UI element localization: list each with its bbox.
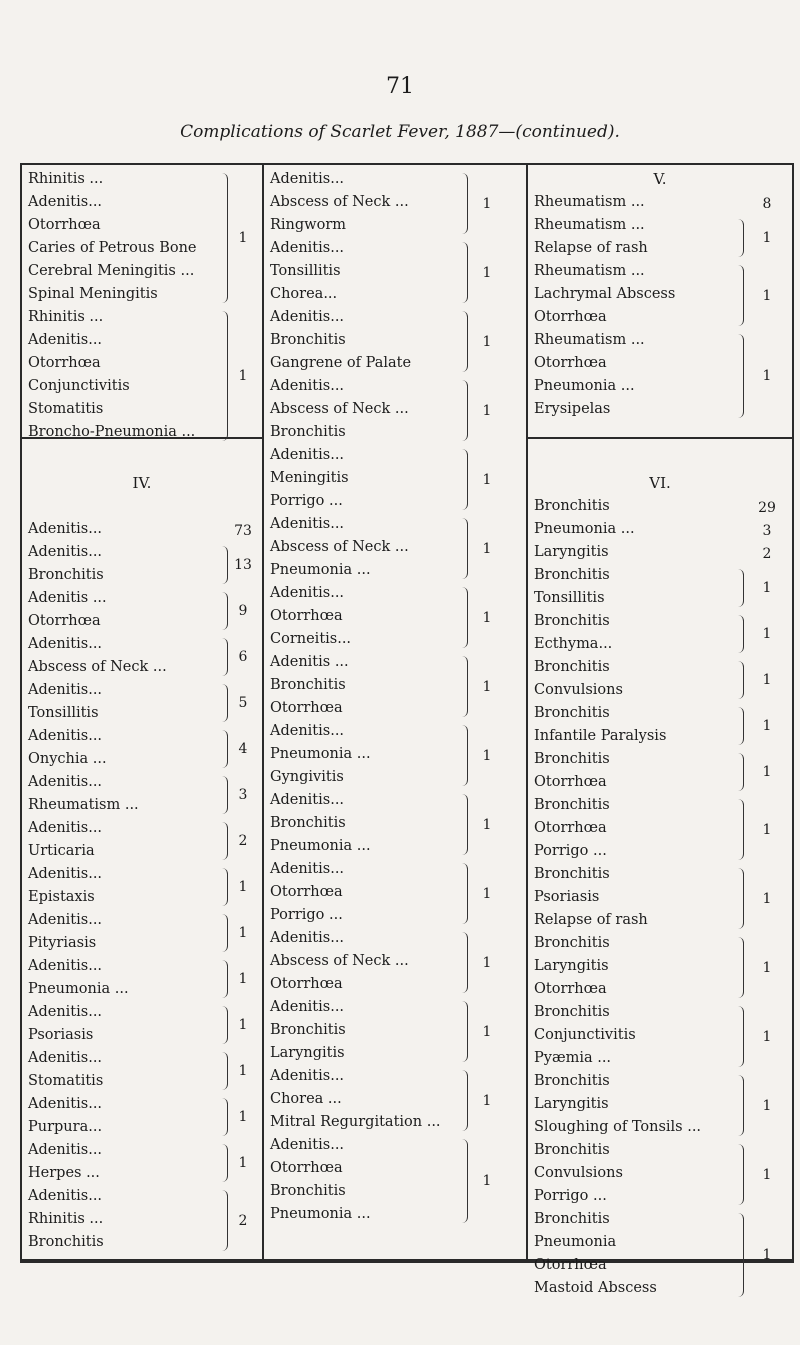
col3-v-count: 1 bbox=[762, 230, 772, 246]
col3-vi-brace bbox=[738, 1213, 744, 1297]
col2-item: Abscess of Neck ... bbox=[270, 401, 409, 417]
col3-v-item: Otorrhœa bbox=[534, 355, 607, 371]
col2-item: Chorea ... bbox=[270, 1091, 342, 1107]
col2-brace bbox=[462, 1070, 468, 1131]
col2-count: 1 bbox=[482, 471, 492, 488]
col2-brace bbox=[462, 242, 468, 303]
col3-v-item: Otorrhœa bbox=[534, 309, 607, 325]
col1-iv-item: Adenitis... bbox=[28, 1096, 103, 1112]
col2-item: Abscess of Neck ... bbox=[270, 953, 409, 969]
col3-vi-item: Bronchitis bbox=[534, 1004, 610, 1020]
col3-vi-item: Convulsions bbox=[534, 1165, 623, 1181]
col2-item: Adenitis... bbox=[270, 1137, 345, 1153]
col2-brace bbox=[462, 794, 468, 855]
col2-item: Ringworm bbox=[270, 217, 346, 233]
col3-vi-item: Bronchitis bbox=[534, 935, 610, 951]
col2-brace bbox=[462, 932, 468, 993]
col1-upper-item: Adenitis... bbox=[28, 194, 103, 210]
col1-iv-item: Adenitis... bbox=[28, 544, 103, 560]
col2-item: Adenitis... bbox=[270, 447, 345, 463]
col2-brace bbox=[462, 311, 468, 372]
col3-v-item: Rheumatism ... bbox=[534, 194, 645, 210]
col3-vi-item: Otorrhœa bbox=[534, 1257, 607, 1273]
col3-vi-count: 1 bbox=[762, 672, 772, 688]
col3-vi-item: Ecthyma... bbox=[534, 636, 613, 652]
col1-iv-item: Adenitis... bbox=[28, 866, 103, 882]
col3-vi-count: 1 bbox=[762, 718, 772, 734]
col1-iv-brace bbox=[222, 592, 228, 630]
col3-vi-item: Pneumonia bbox=[534, 1234, 617, 1250]
col3-vi-item: Relapse of rash bbox=[534, 912, 648, 928]
col1-iv-item: Herpes ... bbox=[28, 1165, 100, 1181]
col1-iv-count: 9 bbox=[238, 603, 248, 619]
col1-iv-item: Adenitis... bbox=[28, 912, 103, 928]
col3-vi-item: Mastoid Abscess bbox=[534, 1280, 657, 1296]
col3-vi-count: 1 bbox=[762, 890, 772, 907]
col1-upper-item: Spinal Meningitis bbox=[28, 286, 158, 302]
col2-item: Porrigo ... bbox=[270, 493, 343, 509]
col1-iv-brace bbox=[222, 1006, 228, 1044]
col2-item: Gangrene of Palate bbox=[270, 355, 412, 371]
col2-brace bbox=[462, 518, 468, 579]
col1-iv-item: Epistaxis bbox=[28, 889, 95, 905]
col3-v-item: Lachrymal Abscess bbox=[534, 286, 676, 302]
section-heading-iv: IV. bbox=[132, 474, 152, 492]
col1-iv-item: Adenitis... bbox=[28, 820, 103, 836]
col2-item: Bronchitis bbox=[270, 1183, 346, 1199]
col1-iv-item: Pneumonia ... bbox=[28, 981, 129, 997]
col1-upper-brace bbox=[222, 173, 228, 303]
col1-iv-brace bbox=[222, 730, 228, 768]
col1-iv-item: Otorrhœa bbox=[28, 613, 101, 629]
complications-table bbox=[20, 163, 794, 1296]
col2-item: Otorrhœa bbox=[270, 608, 343, 624]
col2-brace bbox=[462, 1001, 468, 1062]
col1-iv-count: 1 bbox=[238, 1017, 248, 1033]
col3-vi-item: Bronchitis bbox=[534, 659, 610, 675]
col3-vi-item: Laryngitis bbox=[534, 958, 609, 974]
col1-iv-count: 1 bbox=[238, 879, 248, 895]
col1-upper-item: Conjunctivitis bbox=[28, 378, 130, 394]
col3-v-item: Relapse of rash bbox=[534, 240, 648, 256]
col2-item: Bronchitis bbox=[270, 815, 346, 831]
col2-item: Pneumonia ... bbox=[270, 562, 371, 578]
col1-iv-brace bbox=[222, 546, 228, 584]
col3-vi-item: Porrigo ... bbox=[534, 843, 607, 859]
col1-iv-count: 1 bbox=[238, 1063, 248, 1079]
col3-vi-brace bbox=[738, 1006, 744, 1067]
col2-brace bbox=[462, 1139, 468, 1223]
col2-item: Mitral Regurgitation ... bbox=[270, 1114, 441, 1130]
col2-count: 1 bbox=[482, 195, 492, 212]
col1-iv-item: Abscess of Neck ... bbox=[28, 659, 167, 675]
col2-item: Adenitis... bbox=[270, 309, 345, 325]
col1-upper-count: 1 bbox=[238, 230, 248, 246]
col1-iv-count: 1 bbox=[238, 971, 248, 987]
col1-iv-item: Bronchitis bbox=[28, 1234, 104, 1250]
col1-iv-item: Adenitis... bbox=[28, 636, 103, 652]
col1-iv-item: Adenitis... bbox=[28, 1004, 103, 1020]
col1-iv-brace bbox=[222, 638, 228, 676]
col2-item: Bronchitis bbox=[270, 677, 346, 693]
col2-count: 1 bbox=[482, 747, 492, 764]
col2-item: Meningitis bbox=[270, 470, 349, 486]
col3-vi-item: Bronchitis bbox=[534, 1073, 610, 1089]
col3-vi-brace bbox=[738, 707, 744, 745]
col1-iv-count: 5 bbox=[238, 695, 248, 711]
col1-iv-count: 6 bbox=[238, 649, 248, 665]
col2-item: Adenitis... bbox=[270, 171, 345, 187]
column-divider-2 bbox=[526, 165, 528, 1259]
col2-item: Adenitis... bbox=[270, 585, 345, 601]
col1-iv-brace bbox=[222, 960, 228, 998]
col1-upper-item: Cerebral Meningitis ... bbox=[28, 263, 195, 279]
col1-iv-item: Urticaria bbox=[28, 843, 95, 859]
col1-iv-item: Adenitis... bbox=[28, 1142, 103, 1158]
col1-iv-brace bbox=[222, 1190, 228, 1251]
col2-brace bbox=[462, 173, 468, 234]
col2-item: Adenitis... bbox=[270, 999, 345, 1015]
col1-upper-item: Caries of Petrous Bone bbox=[28, 240, 197, 256]
col3-v-item: Rheumatism ... bbox=[534, 263, 645, 279]
col1-iv-brace bbox=[222, 868, 228, 906]
col2-count: 1 bbox=[482, 402, 492, 419]
col3-vi-item: Pneumonia ... bbox=[534, 521, 635, 537]
col1-upper-item: Stomatitis bbox=[28, 401, 104, 417]
col2-count: 1 bbox=[482, 1173, 492, 1189]
col2-item: Pneumonia ... bbox=[270, 838, 371, 854]
col1-iv-count: 1 bbox=[238, 925, 248, 941]
col3-vi-item: Pyæmia ... bbox=[534, 1050, 612, 1066]
col1-iv-count: 1 bbox=[238, 1109, 248, 1125]
col2-count: 1 bbox=[482, 540, 492, 557]
section-heading-v: V. bbox=[653, 170, 667, 188]
col2-brace bbox=[462, 587, 468, 648]
col2-item: Otorrhœa bbox=[270, 976, 343, 992]
col2-item: Adenitis... bbox=[270, 1068, 345, 1084]
col1-iv-brace bbox=[222, 684, 228, 722]
col2-item: Abscess of Neck ... bbox=[270, 539, 409, 555]
col3-v-item: Erysipelas bbox=[534, 401, 611, 417]
col2-item: Tonsillitis bbox=[270, 263, 341, 279]
col2-item: Otorrhœa bbox=[270, 700, 343, 716]
col2-item: Otorrhœa bbox=[270, 884, 343, 900]
col2-item: Adenitis... bbox=[270, 861, 345, 877]
col2-item: Adenitis... bbox=[270, 723, 345, 739]
col3-vi-item: Bronchitis bbox=[534, 613, 610, 629]
col3-vi-item: Otorrhœa bbox=[534, 774, 607, 790]
col2-item: Adenitis... bbox=[270, 378, 345, 394]
col1-iv-item: Stomatitis bbox=[28, 1073, 104, 1089]
col3-vi-brace bbox=[738, 1075, 744, 1136]
col1-iv-brace bbox=[222, 822, 228, 860]
col2-item: Adenitis... bbox=[270, 516, 345, 532]
col1-iv-item: Adenitis... bbox=[28, 682, 103, 698]
col3-vi-item: Sloughing of Tonsils ... bbox=[534, 1119, 702, 1135]
col3-vi-count: 1 bbox=[762, 1247, 772, 1263]
section-heading-vi: VI. bbox=[649, 474, 671, 492]
col1-upper-item: Adenitis... bbox=[28, 332, 103, 348]
col3-vi-count: 29 bbox=[758, 499, 776, 516]
col3-vi-brace bbox=[738, 615, 744, 653]
col3-vi-count: 1 bbox=[762, 626, 772, 642]
col3-vi-item: Porrigo ... bbox=[534, 1188, 607, 1204]
col3-v-brace bbox=[738, 265, 744, 326]
col1-iv-count: 13 bbox=[234, 557, 252, 573]
page-title: Complications of Scarlet Fever, 1887—(continued). bbox=[180, 122, 620, 142]
col3-vi-count: 3 bbox=[762, 522, 772, 539]
col2-count: 1 bbox=[482, 954, 492, 971]
col3-vi-item: Bronchitis bbox=[534, 1142, 610, 1158]
col1-iv-item: Adenitis... bbox=[28, 728, 103, 744]
col3-vi-item: Otorrhœa bbox=[534, 820, 607, 836]
col1-iv-brace bbox=[222, 1052, 228, 1090]
col2-item: Pneumonia ... bbox=[270, 1206, 371, 1222]
col2-item: Bronchitis bbox=[270, 1022, 346, 1038]
col1-iv-item: Adenitis ... bbox=[28, 590, 107, 606]
col1-iv-item: Adenitis... bbox=[28, 521, 103, 537]
col1-iv-count: 2 bbox=[238, 1212, 248, 1229]
section-divider-vi bbox=[526, 437, 794, 439]
col2-count: 1 bbox=[482, 1092, 492, 1109]
col3-vi-item: Psoriasis bbox=[534, 889, 600, 905]
col2-item: Gyngivitis bbox=[270, 769, 344, 785]
col3-v-item: Rheumatism ... bbox=[534, 217, 645, 233]
col1-upper-item: Otorrhœa bbox=[28, 217, 101, 233]
col3-vi-brace bbox=[738, 661, 744, 699]
col2-brace bbox=[462, 449, 468, 510]
col2-item: Bronchitis bbox=[270, 424, 346, 440]
col3-vi-item: Bronchitis bbox=[534, 498, 610, 514]
col3-vi-item: Bronchitis bbox=[534, 797, 610, 813]
col2-brace bbox=[462, 725, 468, 786]
col1-iv-count: 2 bbox=[238, 833, 248, 849]
col1-iv-brace bbox=[222, 1098, 228, 1136]
col3-vi-item: Bronchitis bbox=[534, 866, 610, 882]
col2-count: 1 bbox=[482, 816, 492, 833]
col1-iv-item: Adenitis... bbox=[28, 958, 103, 974]
col1-iv-item: Bronchitis bbox=[28, 567, 104, 583]
col3-vi-brace bbox=[738, 569, 744, 607]
col2-item: Adenitis... bbox=[270, 930, 345, 946]
col2-brace bbox=[462, 863, 468, 924]
col3-vi-item: Tonsillitis bbox=[534, 590, 605, 606]
col1-iv-item: Adenitis... bbox=[28, 1188, 103, 1204]
col3-vi-count: 1 bbox=[762, 1097, 772, 1114]
col2-item: Adenitis ... bbox=[270, 654, 349, 670]
col3-vi-count: 2 bbox=[762, 545, 772, 562]
col3-v-count: 1 bbox=[762, 287, 772, 304]
col1-iv-item: Adenitis... bbox=[28, 1050, 103, 1066]
col3-vi-brace bbox=[738, 868, 744, 929]
col2-item: Adenitis... bbox=[270, 240, 345, 256]
col2-item: Corneitis... bbox=[270, 631, 352, 647]
col2-count: 1 bbox=[482, 678, 492, 695]
col1-iv-brace bbox=[222, 914, 228, 952]
col1-upper-count: 1 bbox=[238, 368, 248, 384]
col3-v-brace bbox=[738, 334, 744, 418]
col1-upper-brace bbox=[222, 311, 228, 441]
col3-vi-item: Convulsions bbox=[534, 682, 623, 698]
col2-brace bbox=[462, 656, 468, 717]
col1-iv-count: 73 bbox=[234, 522, 252, 539]
col2-brace bbox=[462, 380, 468, 441]
col2-count: 1 bbox=[482, 885, 492, 902]
col1-iv-count: 4 bbox=[238, 741, 248, 757]
col2-item: Abscess of Neck ... bbox=[270, 194, 409, 210]
col1-iv-item: Rhinitis ... bbox=[28, 1211, 104, 1227]
col3-vi-brace bbox=[738, 799, 744, 860]
col3-vi-item: Bronchitis bbox=[534, 1211, 610, 1227]
col3-vi-item: Bronchitis bbox=[534, 567, 610, 583]
page-number: 71 bbox=[386, 74, 414, 99]
col1-upper-item: Broncho-Pneumonia ... bbox=[28, 424, 196, 440]
col2-item: Chorea... bbox=[270, 286, 338, 302]
col1-upper-item: Rhinitis ... bbox=[28, 309, 104, 325]
col3-vi-count: 1 bbox=[762, 764, 772, 780]
col2-item: Otorrhœa bbox=[270, 1160, 343, 1176]
column-divider-1 bbox=[262, 165, 264, 1259]
col3-vi-count: 1 bbox=[762, 959, 772, 976]
col2-item: Pneumonia ... bbox=[270, 746, 371, 762]
col3-vi-item: Conjunctivitis bbox=[534, 1027, 636, 1043]
col1-iv-item: Adenitis... bbox=[28, 774, 103, 790]
col2-item: Adenitis... bbox=[270, 792, 345, 808]
col1-iv-brace bbox=[222, 1144, 228, 1182]
col1-iv-item: Rheumatism ... bbox=[28, 797, 139, 813]
col2-item: Porrigo ... bbox=[270, 907, 343, 923]
col1-iv-item: Tonsillitis bbox=[28, 705, 99, 721]
col2-count: 1 bbox=[482, 264, 492, 281]
col3-vi-item: Bronchitis bbox=[534, 751, 610, 767]
col3-vi-item: Infantile Paralysis bbox=[534, 728, 667, 744]
col1-upper-item: Otorrhœa bbox=[28, 355, 101, 371]
col1-upper-item: Rhinitis ... bbox=[28, 171, 104, 187]
col3-v-count: 8 bbox=[762, 195, 772, 212]
col3-vi-brace bbox=[738, 753, 744, 791]
col3-v-count: 1 bbox=[762, 368, 772, 384]
col2-item: Laryngitis bbox=[270, 1045, 345, 1061]
col3-vi-item: Laryngitis bbox=[534, 544, 609, 560]
col1-iv-item: Psoriasis bbox=[28, 1027, 94, 1043]
col3-vi-count: 1 bbox=[762, 821, 772, 838]
col3-v-item: Pneumonia ... bbox=[534, 378, 635, 394]
col3-v-item: Rheumatism ... bbox=[534, 332, 645, 348]
col2-count: 1 bbox=[482, 333, 492, 350]
col1-iv-count: 3 bbox=[238, 787, 248, 803]
col2-item: Bronchitis bbox=[270, 332, 346, 348]
col1-iv-item: Onychia ... bbox=[28, 751, 107, 767]
col3-vi-item: Laryngitis bbox=[534, 1096, 609, 1112]
col3-vi-item: Bronchitis bbox=[534, 705, 610, 721]
col1-iv-item: Pityriasis bbox=[28, 935, 97, 951]
col3-vi-count: 1 bbox=[762, 1166, 772, 1183]
col1-iv-item: Purpura... bbox=[28, 1119, 103, 1135]
col3-vi-count: 1 bbox=[762, 1028, 772, 1045]
col3-v-brace bbox=[738, 219, 744, 257]
col3-vi-count: 1 bbox=[762, 580, 772, 596]
col1-iv-count: 1 bbox=[238, 1155, 248, 1171]
col2-count: 1 bbox=[482, 609, 492, 626]
col3-vi-brace bbox=[738, 1144, 744, 1205]
col3-vi-brace bbox=[738, 937, 744, 998]
col3-vi-item: Otorrhœa bbox=[534, 981, 607, 997]
col2-count: 1 bbox=[482, 1023, 492, 1040]
col1-iv-brace bbox=[222, 776, 228, 814]
